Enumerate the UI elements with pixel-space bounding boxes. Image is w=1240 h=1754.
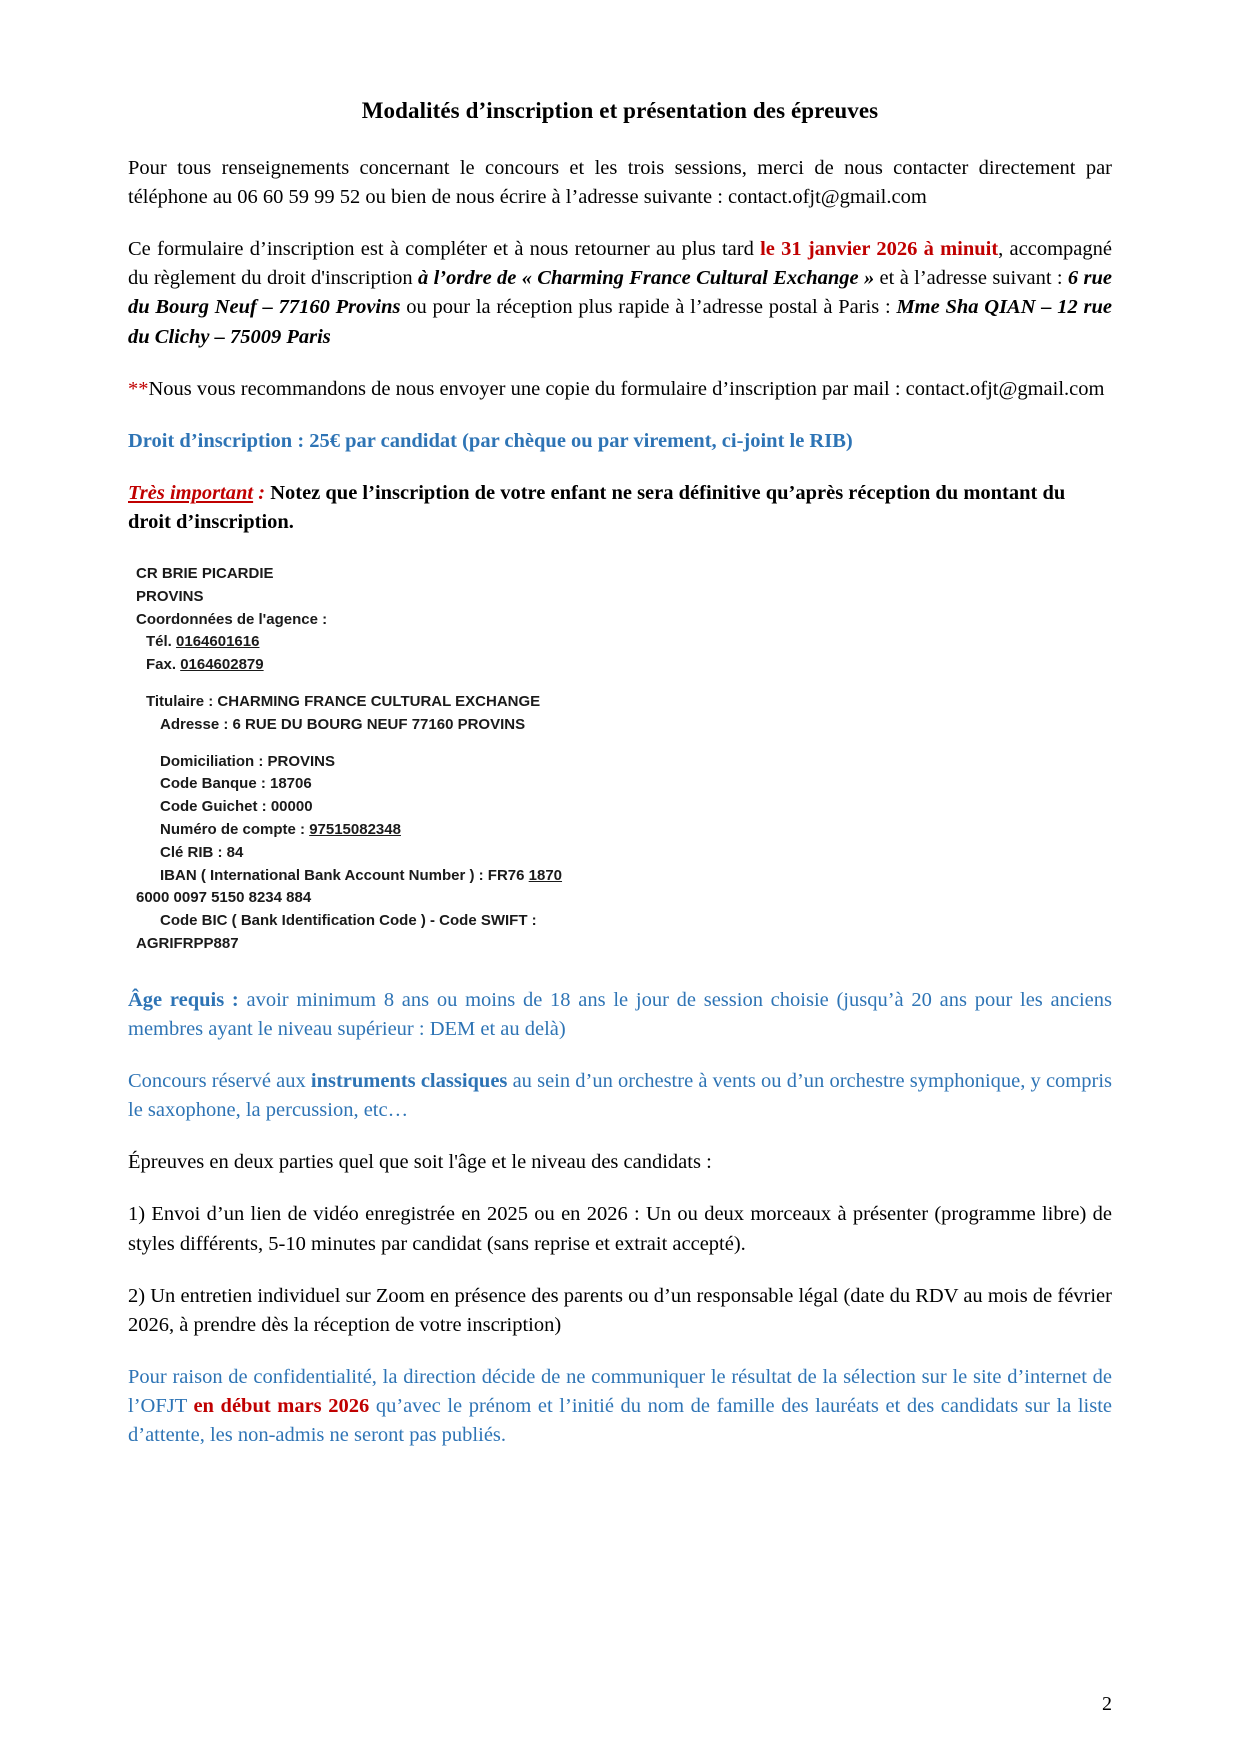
form-text-3: et à l’adresse suivant : bbox=[874, 267, 1068, 290]
contest-instruments: instruments classiques bbox=[310, 1070, 508, 1093]
phone-value: 0164601616 bbox=[176, 633, 260, 651]
account-number bbox=[136, 819, 1112, 842]
confid-text-1: Pour raison de confidentialité, la direction décide de ne communiquer le résultat de la sélection sur le site d’internet de l’OFJT bbox=[128, 1365, 1112, 1417]
form-text-1: Ce formulaire d’inscription est à compléter et à nous retourner au plus tard bbox=[128, 238, 761, 261]
bank-name-line2: PROVINS bbox=[136, 587, 204, 605]
recommendation-text: Nous vous recommandons de nous envoyer une copie du formulaire d’inscription par mail : contact.ofjt@gmail.com bbox=[148, 377, 1105, 400]
important-separator: : bbox=[253, 481, 271, 504]
account-number-label: Numéro de compte : bbox=[160, 821, 310, 839]
account-number-value: 97515082348 bbox=[309, 821, 401, 839]
rib-spacer-1 bbox=[136, 677, 1112, 691]
paragraph-confidentiality bbox=[128, 1363, 1112, 1450]
important-label: Très important bbox=[128, 481, 254, 504]
form-deadline: le 31 janvier 2026 à minuit bbox=[760, 238, 999, 261]
iban-continuation: 6000 0097 5150 8234 884 bbox=[136, 889, 312, 907]
paragraph-contact-intro bbox=[128, 154, 1112, 212]
important-notice bbox=[128, 479, 1112, 537]
confid-text-2: qu’avec le prénom et l’initié du nom de famille des lauréats et des candidats sur la liste d’attente, les non-admis ne seront pas publiés. bbox=[128, 1394, 1112, 1447]
agency-phone bbox=[136, 631, 1112, 654]
important-text: Notez que l’inscription de votre enfant ne sera définitive qu’après réception du montant du droit d’inscription. bbox=[128, 481, 1066, 533]
bank-code: Code Banque : 18706 bbox=[160, 775, 312, 793]
fax-value: 0164602879 bbox=[180, 656, 264, 674]
phone-label: Tél. bbox=[146, 633, 177, 651]
bic-value: AGRIFRPP887 bbox=[136, 935, 239, 953]
agency-label: Coordonnées de l'agence : bbox=[136, 610, 328, 628]
confid-date: en début mars 2026 bbox=[193, 1394, 370, 1417]
iban-line bbox=[136, 865, 1112, 888]
branch-code: Code Guichet : 00000 bbox=[160, 798, 313, 816]
bank-details-block bbox=[128, 563, 1112, 956]
bank-name-line1: CR BRIE PICARDIE bbox=[136, 565, 274, 583]
form-paris-address: Mme Sha QIAN – 12 rue du Clichy – 75009 Paris bbox=[128, 296, 1112, 348]
paragraph-epreuve-2: 2) Un entretien individuel sur Zoom en présence des parents ou d’un responsable légal (date du RDV au mois de février 2026, à prendre dès la réception de votre inscription) bbox=[128, 1284, 1112, 1336]
paragraph-epreuves-intro: Épreuves en deux parties quel que soit l'âge et le niveau des candidats : bbox=[128, 1151, 712, 1174]
contest-text-2: au sein d’un orchestre à vents ou d’un orchestre symphonique, y compris le saxophone, la percussion, etc… bbox=[128, 1070, 1112, 1122]
fax-label: Fax. bbox=[146, 656, 181, 674]
agency-fax bbox=[136, 654, 1112, 677]
form-text-2: , accompagné du règlement du droit d'inscription bbox=[128, 238, 1112, 290]
rib-spacer-2 bbox=[136, 737, 1112, 751]
domiciliation: Domiciliation : PROVINS bbox=[160, 752, 336, 770]
account-address: Adresse : 6 RUE DU BOURG NEUF 77160 PROVINS bbox=[160, 715, 526, 733]
contest-text-1: Concours réservé aux bbox=[128, 1070, 311, 1093]
paragraph-age-requirement bbox=[128, 986, 1112, 1044]
form-text-4: ou pour la réception plus rapide à l’adresse postal à Paris : bbox=[400, 296, 897, 319]
paragraph-instruments bbox=[128, 1067, 1112, 1125]
paragraph-epreuve-1: 1) Envoi d’un lien de vidéo enregistrée en 2025 ou en 2026 : Un ou deux morceaux à présenter (programme libre) de styles différents, 5-10 minutes par candidat (sans reprise et extrait accepté). bbox=[128, 1203, 1112, 1255]
page-title: Modalités d’inscription et présentation des épreuves bbox=[361, 98, 879, 123]
page-number: 2 bbox=[1102, 1693, 1112, 1715]
age-label: Âge requis : bbox=[128, 988, 239, 1011]
registration-fee-heading: Droit d’inscription : 25€ par candidat (par chèque ou par virement, ci-joint le RIB) bbox=[128, 429, 853, 452]
iban-value-part1: 1870 bbox=[528, 866, 563, 884]
paragraph-recommendation bbox=[128, 375, 1112, 404]
rib-key: Clé RIB : 84 bbox=[160, 843, 244, 861]
contact-intro-text: Pour tous renseignements concernant le concours et les trois sessions, merci de nous contacter directement par téléphone au 06 60 59 99 52 ou bien de nous écrire à l’adresse suivante : contact.ofjt@gmail.com bbox=[128, 157, 1112, 209]
recommendation-stars: ** bbox=[128, 377, 149, 400]
bic-label: Code BIC ( Bank Identification Code ) - Code SWIFT : bbox=[160, 912, 537, 930]
paragraph-registration-form bbox=[128, 235, 1112, 351]
age-text: avoir minimum 8 ans ou moins de 18 ans le jour de session choisie (jusqu’à 20 ans pour les anciens membres ayant le niveau supérieur : DEM et au delà) bbox=[128, 988, 1112, 1040]
iban-label: IBAN ( International Bank Account Number ) : FR76 bbox=[160, 866, 529, 884]
account-holder: Titulaire : CHARMING FRANCE CULTURAL EXCHANGE bbox=[146, 693, 541, 711]
form-order-payee: à l’ordre de « Charming France Cultural Exchange » bbox=[418, 267, 875, 290]
form-mail-address: 6 rue du Bourg Neuf – 77160 Provins bbox=[128, 267, 1112, 319]
